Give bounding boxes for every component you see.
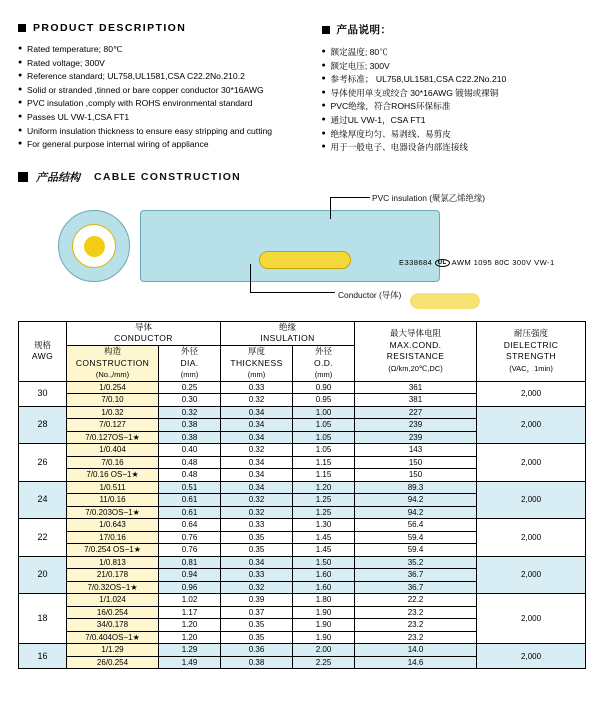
dot-bullet-icon: ● — [18, 126, 23, 134]
dot-bullet-icon: ● — [321, 102, 326, 110]
cell-conductor-dia: 0.30 — [159, 394, 221, 407]
square-bullet-icon — [322, 26, 330, 34]
list-item: ● 用于一般电子、电器设备内部连接线 — [321, 142, 469, 153]
cell-conductor-dia: 1.29 — [159, 644, 221, 657]
product-description-title-cn-text: 产品说明： — [336, 24, 392, 36]
header-awg: 规格 AWG — [19, 321, 67, 381]
cell-resistance: 227 — [355, 406, 477, 419]
cell-construction: 7/0.16 OS−1★ — [67, 469, 159, 482]
product-description-chinese — [302, 22, 586, 155]
cell-od: 1.25 — [293, 494, 355, 507]
cell-thickness: 0.35 — [221, 619, 293, 632]
cell-construction: 1/0.404 — [67, 444, 159, 457]
table-row — [19, 481, 586, 494]
list-item: ● PVC绝缘，符合ROHS环保标准 — [321, 101, 451, 112]
cell-conductor-dia: 0.51 — [159, 481, 221, 494]
cross-section-insulation-ring — [72, 224, 116, 268]
list-item: ● Reference standard; UL758,UL1581,CSA C22.2No.210.2 — [18, 71, 245, 82]
cell-thickness: 0.39 — [221, 594, 293, 607]
cell-od: 1.60 — [293, 569, 355, 582]
cell-resistance: 23.2 — [355, 619, 477, 632]
cell-thickness: 0.33 — [221, 519, 293, 532]
cell-thickness: 0.33 — [221, 569, 293, 582]
cell-thickness: 0.36 — [221, 644, 293, 657]
cell-awg: 16 — [19, 644, 67, 669]
cell-dielectric: 2,000 — [477, 381, 586, 406]
list-item: ● 额定温度; 80℃ — [321, 47, 388, 57]
cell-construction: 1/0.511 — [67, 481, 159, 494]
dot-bullet-icon: ● — [18, 45, 23, 52]
cell-conductor-dia: 0.48 — [159, 456, 221, 469]
list-item: ● Passes UL VW-1,CSA FT1 — [18, 111, 130, 122]
header-resistance: 最大导体电阻 MAX.COND. RESISTANCE (Ω/km,20℃,DC) — [355, 321, 477, 381]
header-conductor-group: 导体 CONDUCTOR — [67, 321, 221, 345]
list-item: ● Solid or stranded ,tinned or bare copper conductor 30*16AWG — [18, 84, 264, 95]
list-item: ● For general purpose internal wiring of appliance — [18, 139, 209, 150]
cell-resistance: 361 — [355, 381, 477, 394]
cell-resistance: 89.3 — [355, 481, 477, 494]
header-construction: 构造 CONSTRUCTION (No.,/mm) — [67, 345, 159, 381]
cell-od: 2.00 — [293, 644, 355, 657]
cell-resistance: 36.7 — [355, 581, 477, 594]
cell-resistance: 239 — [355, 419, 477, 432]
cell-od: 1.45 — [293, 531, 355, 544]
cell-construction: 1/0.254 — [67, 381, 159, 394]
cell-od: 1.00 — [293, 406, 355, 419]
cell-conductor-dia: 0.64 — [159, 519, 221, 532]
cell-od: 2.25 — [293, 656, 355, 669]
cell-conductor-dia: 0.32 — [159, 406, 221, 419]
leader-line-conductor-vertical — [250, 264, 251, 292]
cell-thickness: 0.35 — [221, 631, 293, 644]
cell-dielectric: 2,000 — [477, 644, 586, 669]
dot-bullet-icon: ● — [18, 85, 23, 93]
cell-construction: 16/0.254 — [67, 606, 159, 619]
table-row — [19, 556, 586, 569]
cell-construction: 7/0.10 — [67, 394, 159, 407]
cell-conductor-dia: 1.17 — [159, 606, 221, 619]
cell-resistance: 150 — [355, 469, 477, 482]
table-header-group-row — [19, 321, 586, 345]
cell-thickness: 0.35 — [221, 544, 293, 557]
cell-od: 1.15 — [293, 469, 355, 482]
cell-thickness: 0.37 — [221, 606, 293, 619]
cell-dielectric: 2,000 — [477, 481, 586, 519]
cross-section-conductor — [84, 236, 105, 257]
cell-thickness: 0.32 — [221, 444, 293, 457]
cell-od: 1.90 — [293, 619, 355, 632]
cell-construction: 7/0.16 — [67, 456, 159, 469]
cell-od: 1.05 — [293, 419, 355, 432]
cell-thickness: 0.32 — [221, 581, 293, 594]
specification-table — [18, 321, 586, 670]
cell-conductor-dia: 0.25 — [159, 381, 221, 394]
dot-bullet-icon: ● — [321, 129, 326, 137]
cell-resistance: 23.2 — [355, 631, 477, 644]
cell-construction: 7/0.254 OS−1★ — [67, 544, 159, 557]
cell-resistance: 56.4 — [355, 519, 477, 532]
cell-awg: 28 — [19, 406, 67, 444]
cell-dielectric: 2,000 — [477, 406, 586, 444]
cell-conductor-dia: 1.20 — [159, 631, 221, 644]
table-row — [19, 519, 586, 532]
leader-line-insulation-vertical — [330, 197, 331, 219]
cell-thickness: 0.34 — [221, 419, 293, 432]
table-row — [19, 381, 586, 394]
cell-dielectric: 2,000 — [477, 556, 586, 594]
cell-conductor-dia: 1.02 — [159, 594, 221, 607]
cell-construction: 7/0.127OS−1★ — [67, 431, 159, 444]
cell-resistance: 14.6 — [355, 656, 477, 669]
cable-side-view — [140, 210, 555, 282]
cable-cross-section — [58, 210, 130, 282]
cell-awg: 24 — [19, 481, 67, 519]
cell-thickness: 0.34 — [221, 556, 293, 569]
cell-resistance: 59.4 — [355, 531, 477, 544]
list-item: ● Rated temperature; 80℃ — [18, 44, 123, 54]
cell-construction: 34/0.178 — [67, 619, 159, 632]
cell-conductor-dia: 0.94 — [159, 569, 221, 582]
list-item: ● 参考标准； UL758,UL1581,CSA C22.2No.210 — [321, 74, 507, 85]
product-description-list-cn — [322, 46, 586, 154]
cell-conductor-dia: 0.96 — [159, 581, 221, 594]
table-row — [19, 594, 586, 607]
cable-construction-title-en: CABLE CONSTRUCTION — [94, 170, 242, 183]
list-item: ● 导体使用单支或绞合 30*16AWG 镀锡或裸铜 — [321, 87, 499, 98]
dot-bullet-icon: ● — [18, 112, 23, 120]
header-dielectric: 耐压强度 DIELECTRIC STRENGTH (VAC，1min) — [477, 321, 586, 381]
print-legend-code: E338684 — [399, 257, 433, 267]
table-row — [19, 406, 586, 419]
cell-resistance: 35.2 — [355, 556, 477, 569]
cell-dielectric: 2,000 — [477, 519, 586, 557]
cell-awg: 18 — [19, 594, 67, 644]
cell-resistance: 239 — [355, 431, 477, 444]
leader-line-conductor-horizontal — [250, 292, 335, 293]
cell-construction: 1/0.813 — [67, 556, 159, 569]
cell-thickness: 0.34 — [221, 469, 293, 482]
cell-construction: 7/0.404OS−1★ — [67, 631, 159, 644]
table-body — [19, 381, 586, 669]
list-item: ● Uniform insulation thickness to ensure easy stripping and cutting — [18, 125, 273, 136]
product-description-title — [18, 22, 302, 34]
cell-construction: 1/0.643 — [67, 519, 159, 532]
cell-resistance: 150 — [355, 456, 477, 469]
cable-construction-title-cn: 产品结构 — [36, 171, 80, 184]
leader-line-insulation-horizontal — [330, 197, 370, 198]
cell-construction: 1/0.32 — [67, 406, 159, 419]
dot-bullet-icon: ● — [321, 61, 326, 69]
cell-conductor-dia: 1.20 — [159, 619, 221, 632]
cell-thickness: 0.34 — [221, 406, 293, 419]
cell-conductor-dia: 0.40 — [159, 444, 221, 457]
cell-dielectric: 2,000 — [477, 594, 586, 644]
cell-resistance: 14.0 — [355, 644, 477, 657]
cell-dielectric: 2,000 — [477, 444, 586, 482]
cell-resistance: 94.2 — [355, 506, 477, 519]
cell-resistance: 94.2 — [355, 494, 477, 507]
cell-od: 1.15 — [293, 456, 355, 469]
label-conductor: Conductor (导体) — [338, 289, 402, 300]
cell-construction: 21/0.178 — [67, 569, 159, 582]
cell-conductor-dia: 0.61 — [159, 494, 221, 507]
dot-bullet-icon: ● — [18, 58, 23, 66]
cell-construction: 7/0.127 — [67, 419, 159, 432]
cell-conductor-dia: 0.48 — [159, 469, 221, 482]
cell-awg: 22 — [19, 519, 67, 557]
cell-conductor-dia: 0.81 — [159, 556, 221, 569]
table-row — [19, 444, 586, 457]
cable-diagram — [0, 189, 603, 307]
cell-conductor-dia: 0.76 — [159, 544, 221, 557]
dot-bullet-icon: ● — [18, 99, 23, 107]
cell-thickness: 0.34 — [221, 431, 293, 444]
cell-construction: 1/1.29 — [67, 644, 159, 657]
cell-thickness: 0.38 — [221, 656, 293, 669]
header-insulation-group: 绝缘 INSULATION — [221, 321, 355, 345]
cell-thickness: 0.34 — [221, 456, 293, 469]
cable-construction-header — [0, 155, 603, 185]
product-description-section — [0, 0, 603, 155]
cell-od: 1.20 — [293, 481, 355, 494]
cell-conductor-dia: 0.76 — [159, 531, 221, 544]
cell-thickness: 0.32 — [221, 394, 293, 407]
cell-od: 1.80 — [293, 594, 355, 607]
cell-od: 1.90 — [293, 631, 355, 644]
cable-conductor-highlight — [410, 293, 480, 309]
list-item: ● 通过UL VW-1，CSA FT1 — [321, 114, 426, 125]
cell-conductor-dia: 0.38 — [159, 419, 221, 432]
cell-awg: 20 — [19, 556, 67, 594]
header-thickness: 厚度 THICKNESS (mm) — [221, 345, 293, 381]
cell-thickness: 0.33 — [221, 381, 293, 394]
cell-construction: 1/1.024 — [67, 594, 159, 607]
dot-bullet-icon: ● — [321, 115, 326, 123]
cell-construction: 7/0.32OS−1★ — [67, 581, 159, 594]
cell-od: 1.45 — [293, 544, 355, 557]
cell-resistance: 381 — [355, 394, 477, 407]
cell-resistance: 36.7 — [355, 569, 477, 582]
cell-resistance: 23.2 — [355, 606, 477, 619]
cell-resistance: 22.2 — [355, 594, 477, 607]
cell-od: 1.50 — [293, 556, 355, 569]
dot-bullet-icon: ● — [321, 143, 326, 151]
cell-od: 0.90 — [293, 381, 355, 394]
dot-bullet-icon: ● — [18, 72, 23, 80]
list-item: ● Rated voltage; 300V — [18, 57, 105, 68]
cell-construction: 11/0.16 — [67, 494, 159, 507]
table-row — [19, 644, 586, 657]
cell-resistance: 143 — [355, 444, 477, 457]
cell-thickness: 0.34 — [221, 481, 293, 494]
product-description-list — [18, 43, 302, 151]
cell-od: 1.30 — [293, 519, 355, 532]
label-pvc-insulation: PVC insulation (聚氯乙烯绝缘) — [372, 192, 486, 203]
cell-od: 1.05 — [293, 444, 355, 457]
ul-logo-icon: UL — [435, 259, 450, 267]
dot-bullet-icon: ● — [321, 48, 326, 55]
dot-bullet-icon: ● — [18, 140, 23, 148]
product-description-english — [18, 22, 302, 155]
header-conductor-dia: 外径 DIA. (mm) — [159, 345, 221, 381]
cell-thickness: 0.32 — [221, 494, 293, 507]
cell-conductor-dia: 0.38 — [159, 431, 221, 444]
dot-bullet-icon: ● — [321, 88, 326, 96]
cable-conductor-exposed — [259, 251, 351, 269]
header-od: 外径 O.D. (mm) — [293, 345, 355, 381]
cell-construction: 17/0.16 — [67, 531, 159, 544]
list-item: ● PVC insulation ,comply with ROHS environmental standard — [18, 98, 253, 109]
square-bullet-icon — [18, 24, 26, 32]
cell-thickness: 0.35 — [221, 531, 293, 544]
list-item: ● 绝缘厚度均匀、易剥线、易剪皮 — [321, 128, 451, 139]
cell-construction: 7/0.203OS−1★ — [67, 506, 159, 519]
product-description-title-text: PRODUCT DESCRIPTION — [33, 22, 187, 34]
cell-od: 1.90 — [293, 606, 355, 619]
dot-bullet-icon: ● — [321, 75, 326, 83]
product-description-title-cn — [322, 22, 586, 37]
square-bullet-icon — [18, 172, 28, 182]
cell-od: 1.05 — [293, 431, 355, 444]
list-item: ● 额定电压; 300V — [321, 60, 390, 71]
cable-print-legend — [399, 258, 555, 268]
print-legend-rest: AWM 1095 80C 300V VW-1 — [451, 257, 555, 267]
cell-conductor-dia: 1.49 — [159, 656, 221, 669]
cell-thickness: 0.32 — [221, 506, 293, 519]
cell-resistance: 59.4 — [355, 544, 477, 557]
cell-conductor-dia: 0.61 — [159, 506, 221, 519]
cell-od: 1.25 — [293, 506, 355, 519]
cell-awg: 26 — [19, 444, 67, 482]
cell-awg: 30 — [19, 381, 67, 406]
cell-od: 1.60 — [293, 581, 355, 594]
cell-od: 0.95 — [293, 394, 355, 407]
cell-construction: 26/0.254 — [67, 656, 159, 669]
